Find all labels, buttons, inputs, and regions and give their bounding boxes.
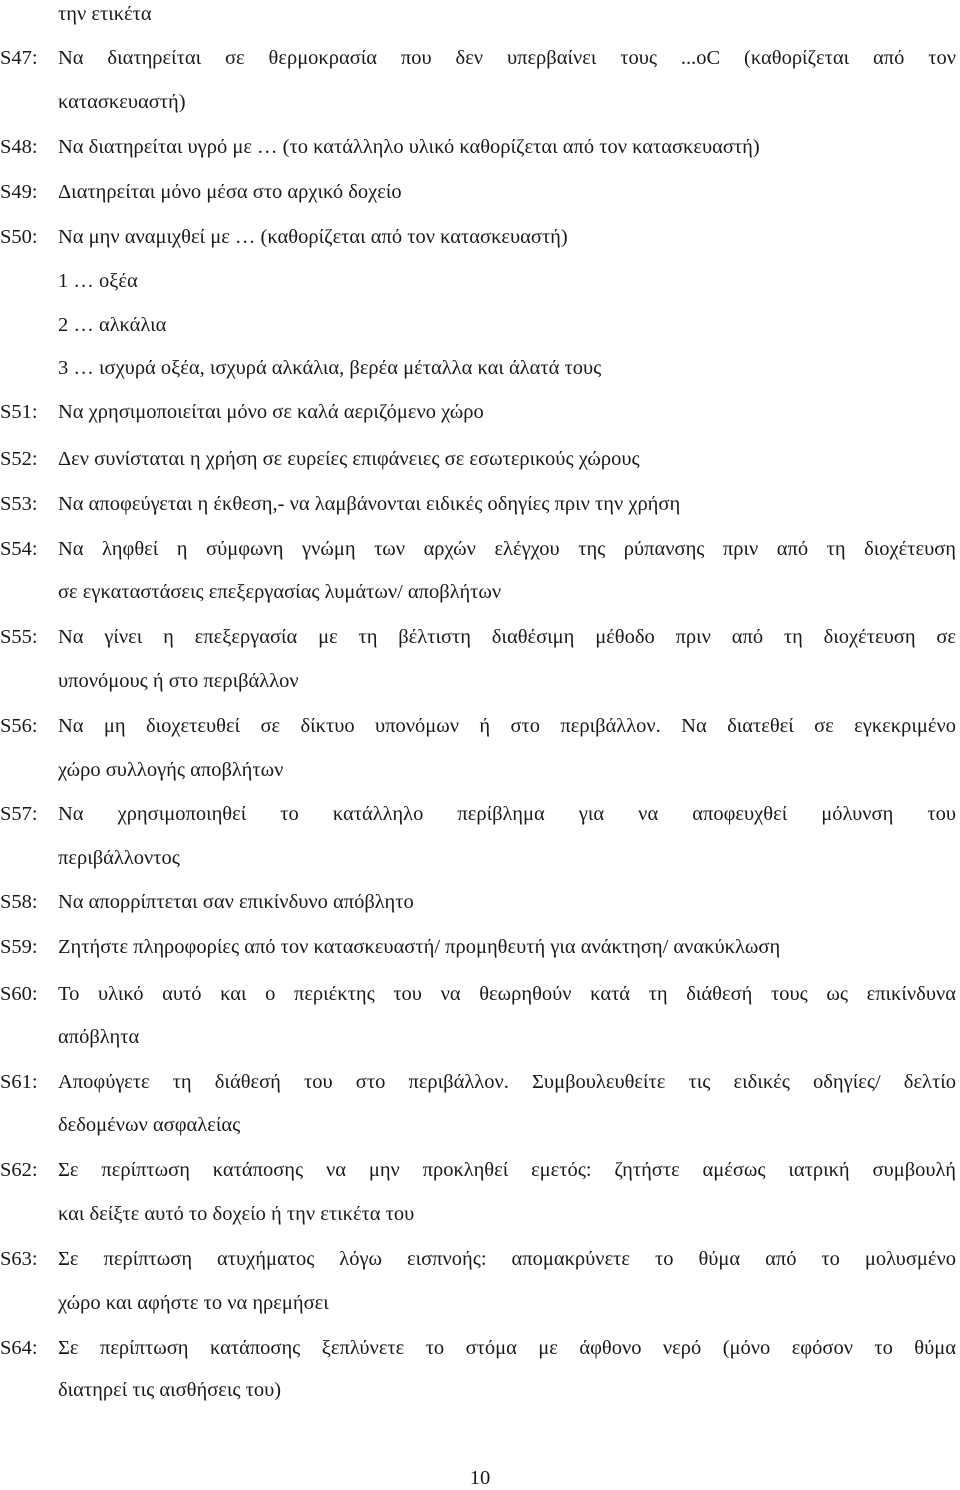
text-line: διατηρεί τις αισθήσεις του) [58, 1379, 282, 1401]
text-line: υπονόμους ή στο περιβάλλον [58, 670, 299, 692]
phrase-code: S49: [0, 181, 38, 203]
phrase-code: S54: [0, 538, 38, 560]
safety-phrase-s51 [0, 400, 484, 424]
phrase-text: Να διατηρείται υγρό με … (το κατάλληλο υλικό καθορίζεται από τον κατασκευαστή) [58, 136, 760, 158]
phrase-code: S57: [0, 803, 38, 825]
phrase-text: Ζητήστε πληροφορίες από τον κατασκευαστή/ προμηθευτή για ανάκτηση/ ανακύκλωση [58, 936, 781, 958]
phrase-text: Να χρησιμοποιείται μόνο σε καλά αεριζόμενο χώρο [58, 401, 484, 423]
phrase-text: Σε περίπτωση κατάποσης ξεπλύνετε το στόμα με άφθονο νερό (μόνο εφόσον το θύμα [58, 1337, 956, 1359]
phrase-code: S58: [0, 891, 38, 913]
phrase-code: S56: [0, 715, 38, 737]
sub-item: 1 … οξέα [58, 270, 138, 292]
phrase-code: S48: [0, 136, 38, 158]
safety-phrase-s58 [0, 890, 414, 914]
phrase-text: Δεν συνίσταται η χρήση σε ευρείες επιφάνειες σε εσωτερικούς χώρους [58, 448, 640, 470]
phrase-code: S50: [0, 226, 38, 248]
phrase-code: S59: [0, 936, 38, 958]
phrase-code: S52: [0, 448, 38, 470]
phrase-code: S64: [0, 1337, 38, 1359]
safety-phrase-s53 [0, 492, 680, 516]
text-line: απόβλητα [58, 1026, 140, 1048]
safety-phrase-s52 [0, 447, 640, 471]
phrase-code: S47: [0, 47, 38, 69]
text-line: περιβάλλοντος [58, 847, 180, 869]
phrase-text: Σε περίπτωση κατάποσης να μην προκληθεί εμετός: ζητήστε αμέσως ιατρική συμβουλή [58, 1159, 956, 1181]
phrase-text: Να διατηρείται σε θερμοκρασία που δεν υπερβαίνει τους ...oC (καθορίζεται από τον [58, 47, 956, 69]
text-line: χώρο συλλογής αποβλήτων [58, 759, 284, 781]
text-line: χώρο και αφήστε το να ηρεμήσει [58, 1292, 329, 1314]
phrase-text: Σε περίπτωση ατυχήματος λόγω εισπνοής: απομακρύνετε το θύμα από το μολυσμένο [58, 1248, 956, 1270]
text-line: κατασκευαστή) [58, 91, 186, 113]
safety-phrase-s50 [0, 225, 568, 249]
phrase-text: Να απορρίπτεται σαν επικίνδυνο απόβλητο [58, 891, 414, 913]
phrase-text: Να ληφθεί η σύμφωνη γνώμη των αρχών ελέγχου της ρύπανσης πριν από τη διοχέτευση [58, 538, 956, 560]
text-line: σε εγκαταστάσεις επεξεργασίας λυμάτων/ αποβλήτων [58, 581, 502, 603]
phrase-code: S53: [0, 493, 38, 515]
phrase-code: S62: [0, 1159, 38, 1181]
phrase-text: Να αποφεύγεται η έκθεση,- να λαμβάνονται ειδικές οδηγίες πριν την χρήση [58, 493, 681, 515]
text-line: την ετικέτα [58, 3, 152, 25]
safety-phrase-s49 [0, 180, 402, 204]
phrase-code: S63: [0, 1248, 38, 1270]
phrase-text: Να μην αναμιχθεί με … (καθορίζεται από τον κατασκευαστή) [58, 226, 568, 248]
phrase-text: Διατηρείται μόνο μέσα στο αρχικό δοχείο [58, 181, 402, 203]
text-line: δεδομένων ασφαλείας [58, 1114, 241, 1136]
phrase-text: Αποφύγετε τη διάθεσή του στο περιβάλλον. Συμβουλευθείτε τις ειδικές οδηγίες/ δελτίο [58, 1071, 956, 1093]
sub-item: 2 … αλκάλια [58, 314, 167, 336]
phrase-code: S55: [0, 626, 38, 648]
phrase-text: Να χρησιμοποιηθεί το κατάλληλο περίβλημα για να αποφευχθεί μόλυνση του [58, 803, 956, 825]
safety-phrase-s48 [0, 135, 760, 159]
phrase-code: S61: [0, 1071, 38, 1093]
phrase-text: Να γίνει η επεξεργασία με τη βέλτιστη διαθέσιμη μέθοδο πριν από τη διοχέτευση σε [58, 626, 956, 648]
phrase-text: Το υλικό αυτό και ο περιέκτης του να θεωρηθούν κατά τη διάθεσή τους ως επικίνδυνα [58, 983, 956, 1005]
sub-item: 3 … ισχυρά οξέα, ισχυρά αλκάλια, βερέα μέταλλα και άλατά τους [58, 357, 602, 379]
text-line: και δείξτε αυτό το δοχείο ή την ετικέτα του [58, 1203, 415, 1225]
phrase-text: Να μη διοχετευθεί σε δίκτυο υπονόμων ή στο περιβάλλον. Να διατεθεί σε εγκεκριμένο [58, 715, 956, 737]
phrase-code: S51: [0, 401, 38, 423]
page-number: 10 [469, 1467, 491, 1489]
phrase-code: S60: [0, 983, 38, 1005]
safety-phrase-s59 [0, 935, 780, 959]
